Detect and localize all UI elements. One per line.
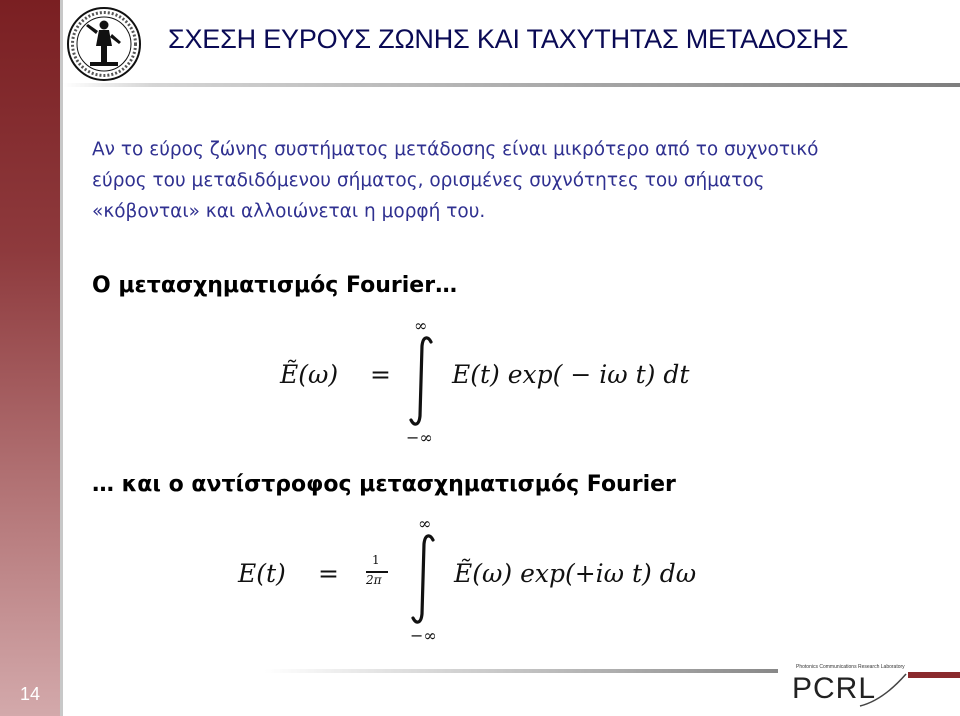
equation-lhs: Ẽ(ω) — [280, 360, 339, 389]
side-divider — [60, 0, 63, 716]
lab-acronym: PCRL — [792, 672, 877, 705]
logo-accent-bar — [908, 672, 960, 678]
equation-integrand: Ẽ(ω) exp(+iω t) dω — [454, 559, 697, 588]
fourier-heading: Ο μετασχηματισμός Fourier… — [92, 273, 458, 298]
integral-sign-icon — [406, 532, 440, 626]
integral-sign-icon — [404, 334, 438, 428]
university-seal-icon — [66, 6, 142, 82]
logo-swoosh-icon — [858, 670, 908, 710]
paragraph-line: εύρος του μεταδιδόμενου σήματος, ορισμένες συχνότητες του σήματος — [92, 170, 765, 191]
upper-limit: ∞ — [418, 514, 432, 533]
side-accent-bar — [0, 0, 60, 716]
upper-limit: ∞ — [414, 316, 428, 335]
inverse-fourier-heading: … και ο αντίστροφος μετασχηματισμός Fourier — [92, 472, 676, 497]
equals-sign: = — [318, 559, 339, 588]
lower-limit: −∞ — [406, 428, 433, 447]
fraction-numerator: 1 — [372, 553, 380, 567]
lab-caption: Photonics Communications Research Laboratory — [796, 664, 905, 670]
intro-paragraph — [92, 134, 932, 227]
equation-lhs: E(t) — [238, 559, 286, 588]
footer-rule — [264, 669, 778, 673]
paragraph-line: Αν το εύρος ζώνης συστήματος μετάδοσης είναι μικρότερο από το συχνοτικό — [92, 139, 819, 160]
equals-sign: = — [370, 360, 391, 389]
slide-title: ΣΧΕΣΗ ΕΥΡΟΥΣ ΖΩΝΗΣ ΚΑΙ ΤΑΧΥΤΗΤΑΣ ΜΕΤΑΔΟΣΗΣ — [168, 24, 849, 54]
title-underline — [63, 83, 960, 87]
paragraph-line: «κόβονται» και αλλοιώνεται η μορφή του. — [92, 201, 486, 222]
equation-integrand: E(t) exp( − iω t) dt — [452, 360, 690, 389]
lower-limit: −∞ — [410, 626, 437, 645]
page-number: 14 — [19, 684, 41, 704]
fraction-denominator: 2π — [366, 573, 382, 587]
